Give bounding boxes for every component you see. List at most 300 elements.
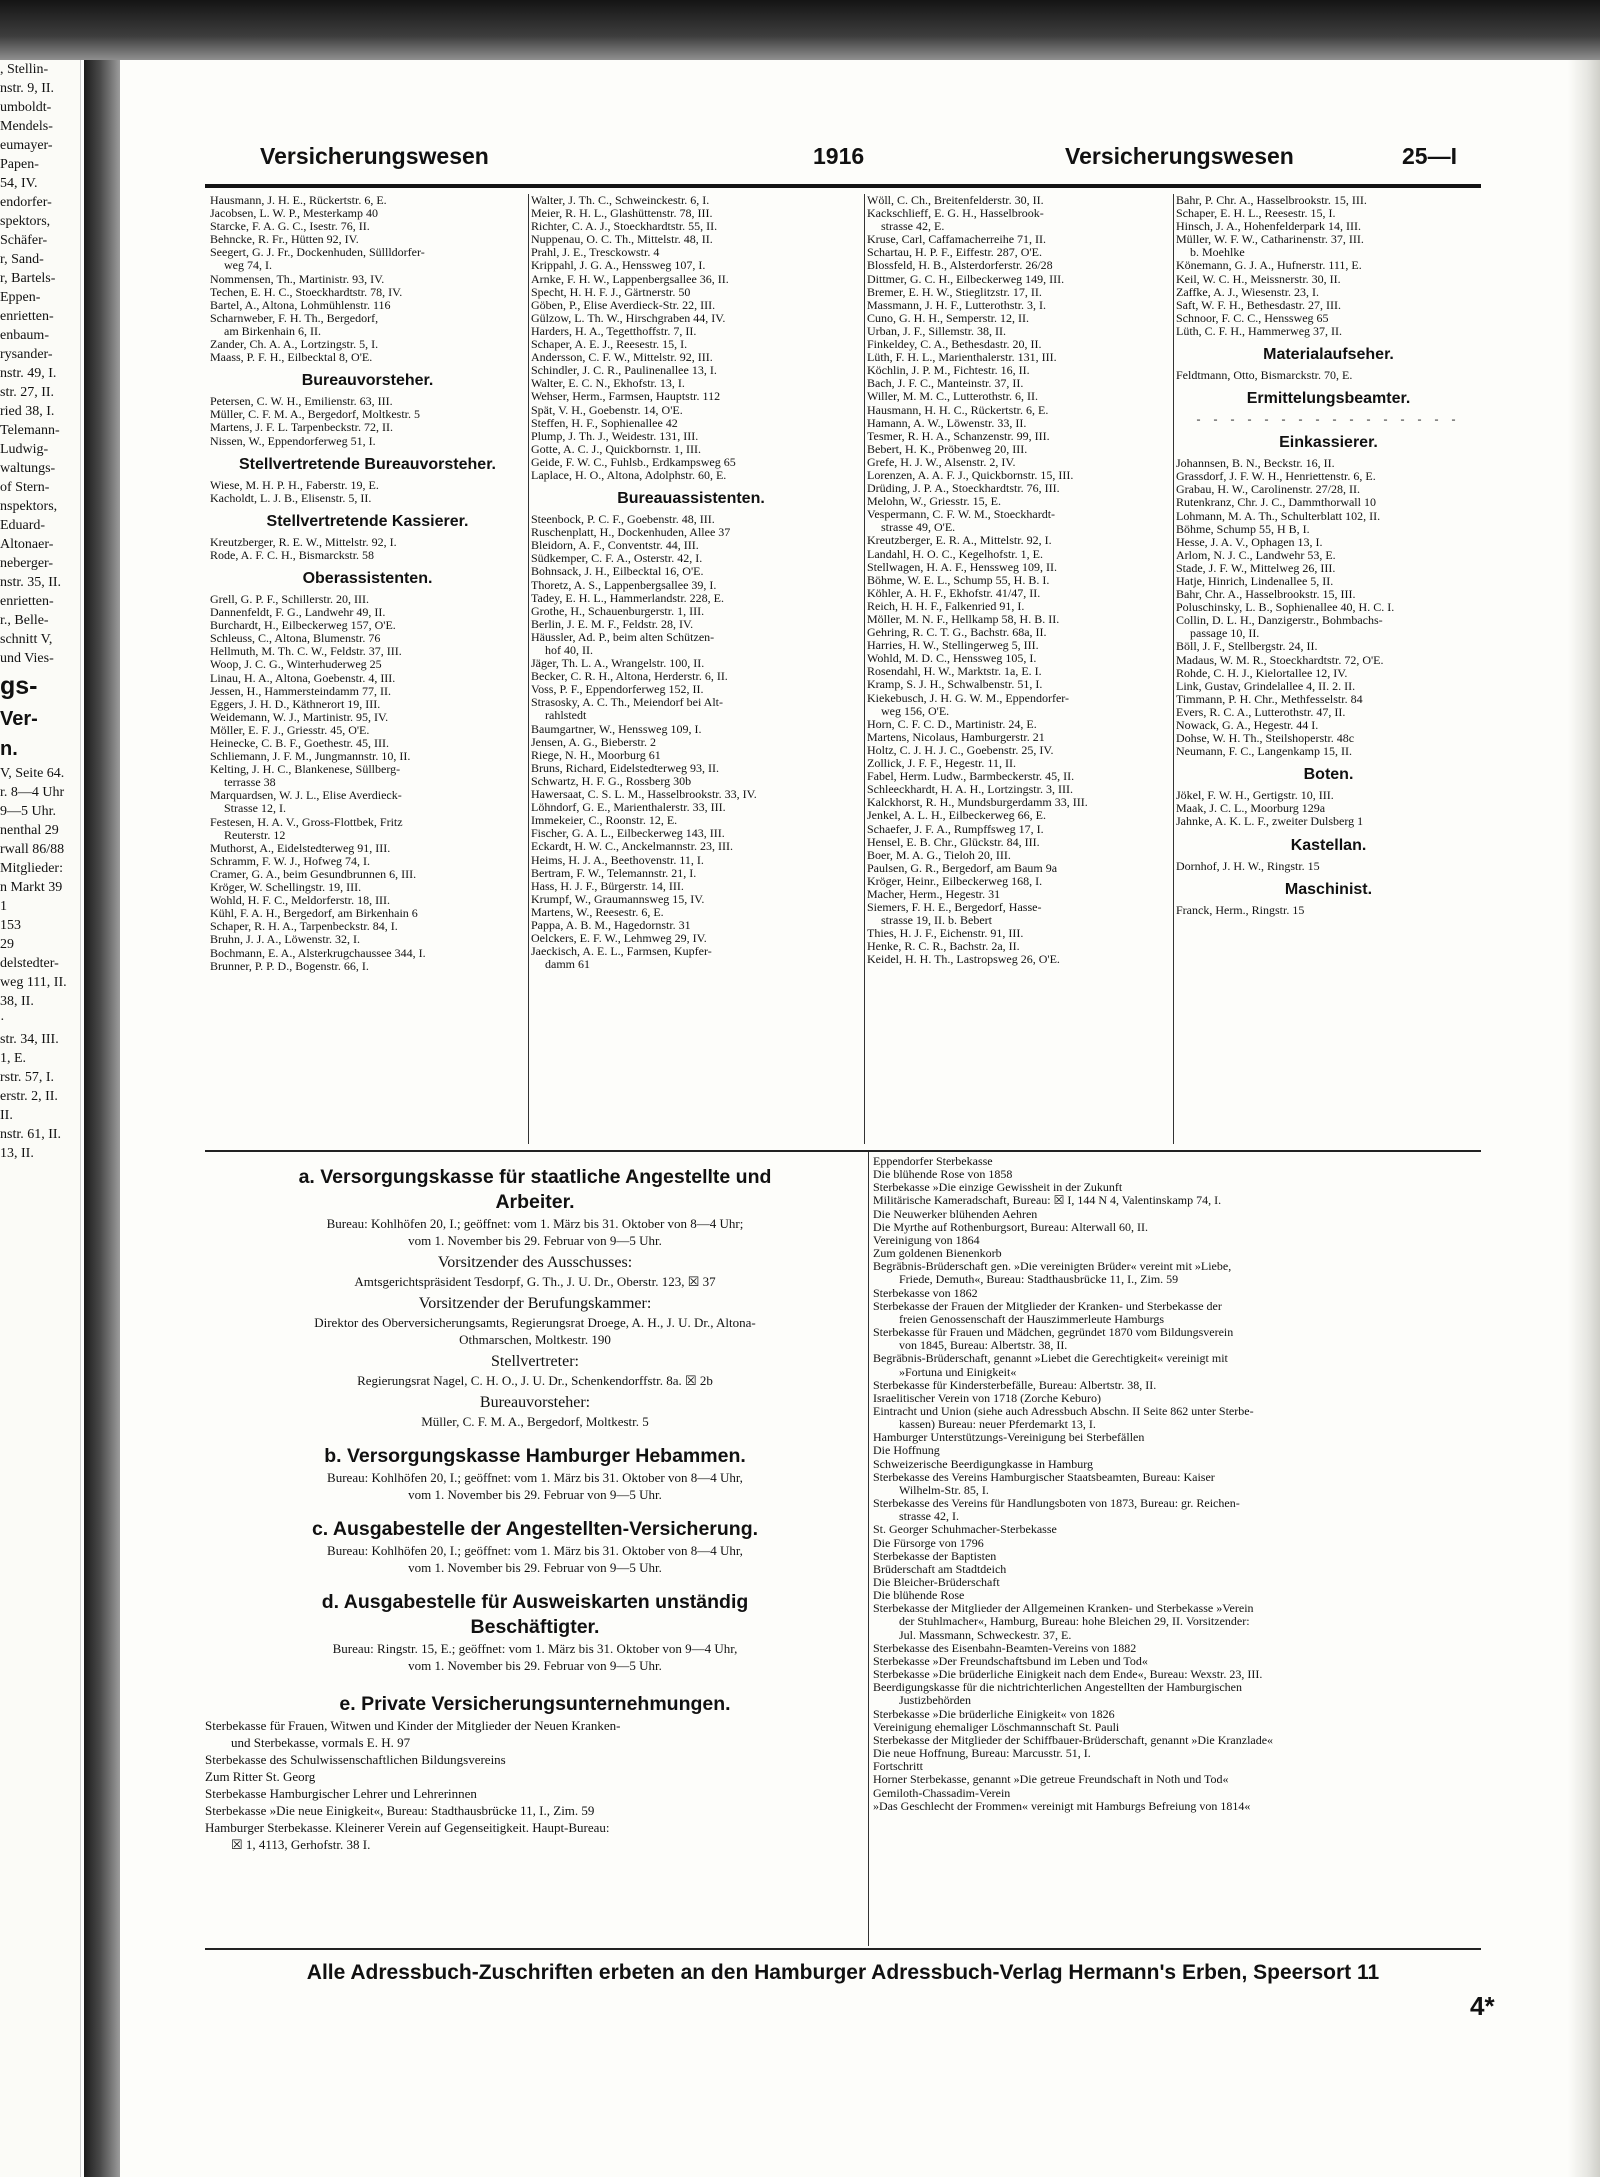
entry-line: Lohmann, M. A. Th., Schulterblatt 102, II.: [1176, 509, 1381, 523]
entry-line: Kelting, J. H. C., Blankenese, Süllberg-: [210, 763, 401, 777]
section-b-bureau-cont: vom 1. November bis 29. Februar von 9—5 Uhr.: [408, 1487, 662, 1502]
entry-line: Keidel, H. H. Th., Lastropsweg 26, O'E.: [867, 953, 1060, 967]
entry-line: Laplace, H. O., Altona, Adolphstr. 60, E.: [531, 468, 727, 482]
edge-fragment: erstr. 2, II.: [0, 1089, 58, 1104]
entry-line: Sterbekasse »Die neue Einigkeit«, Bureau: Stadthausbrücke 11, I., Zim. 59: [205, 1803, 595, 1818]
entry-line: Hellmuth, M. Th. C. W., Feldstr. 37, III.: [210, 645, 402, 659]
entry-line: Die Bleicher-Brüderschaft: [873, 1576, 1000, 1589]
entry-line: Kröger, W. Schellingstr. 19, III.: [210, 881, 362, 895]
entry-continuation: kassen) Bureau: neuer Pferdemarkt 13, I.: [899, 1418, 1096, 1432]
section-heading: Oberassistenten.: [302, 569, 433, 587]
entry-continuation: Reuterstr. 12: [224, 828, 286, 842]
entry-line: Wehser, Herm., Farmsen, Hauptstr. 112: [531, 390, 721, 404]
entry-line: Willer, M. M. C., Lutterothstr. 6, II.: [867, 390, 1039, 404]
entry-line: Kruse, Carl, Caffamacherreihe 71, II.: [867, 233, 1047, 247]
entry-line: Bebert, H. K., Pröbenweg 20, III.: [867, 442, 1028, 456]
section-a-bv-heading: Bureauvorsteher:: [479, 1394, 591, 1411]
edge-fragment: Schäfer-: [0, 233, 48, 248]
edge-fragment: n Markt 39: [0, 880, 63, 895]
entry-line: Jaeckisch, A. E. L., Farmsen, Kupfer-: [531, 945, 712, 959]
section-b-bureau: Bureau: Kohlhöfen 20, I.; geöffnet: vom 1. März bis 31. Oktober von 8—4 Uhr,: [327, 1470, 743, 1485]
entry-line: Specht, H. H. F. J., Gärtnerstr. 50: [531, 285, 691, 299]
entry-line: Rohde, C. H. J., Kielortallee 12, IV.: [1176, 666, 1348, 680]
entry-line: Schnoor, F. C. C., Henssweg 65: [1176, 311, 1329, 325]
entry-line: Harries, H. W., Stellingerweg 5, III.: [867, 639, 1039, 653]
entry-line: Riege, N. H., Moorburg 61: [531, 748, 661, 762]
entry-line: Linau, H. A., Altona, Goebenstr. 4, III.: [210, 671, 396, 685]
section-heading: Bureauvorsteher.: [301, 372, 434, 390]
entry-line: Siemers, F. H. E., Bergedorf, Hasse-: [867, 901, 1042, 915]
section-a-vorsitz-heading: Vorsitzender des Ausschusses:: [437, 1254, 633, 1271]
entry-line: Schramm, F. W. J., Hofweg 74, I.: [210, 854, 371, 868]
edge-fragment: 54, IV.: [0, 176, 38, 191]
entry-line: Sterbekasse des Schulwissenschaftlichen Bildungsvereins: [205, 1752, 506, 1767]
section-a-stell-heading: Stellvertreter:: [491, 1353, 579, 1370]
entry-line: Martens, W., Reesestr. 6, E.: [531, 905, 664, 919]
entry-continuation: von 1845, Bureau: Albertstr. 38, II.: [899, 1339, 1068, 1353]
entry-line: Bochmann, E. A., Alsterkrugchaussee 344, I.: [210, 946, 426, 960]
header-right-title: Versicherungswesen: [1065, 143, 1294, 169]
entry-line: Kiekebusch, J. H. G. W. M., Eppendorfer-: [867, 691, 1070, 705]
entry-line: Lüth, C. F. H., Hammerweg 37, II.: [1176, 324, 1343, 338]
entry-line: Sterbekasse der Mitglieder der Allgemeinen Kranken- und Sterbekasse »Verein: [873, 1602, 1254, 1616]
entry-line: Marquardsen, W. J. L., Elise Averdieck-: [210, 789, 402, 803]
adjacent-page-edge: [0, 60, 81, 2177]
entry-line: Kühl, F. A. H., Bergedorf, am Birkenhain 6: [210, 907, 418, 921]
entry-line: Sterbekasse der Baptisten: [873, 1549, 997, 1563]
entry-continuation: am Birkenhain 6, II.: [224, 324, 321, 338]
entry-line: Sterbekasse der Frauen der Mitglieder der Kranken- und Sterbekasse der: [873, 1299, 1222, 1313]
entry-line: Voss, P. F., Eppendorferweg 152, II.: [531, 683, 704, 697]
edge-fragment: enrietten-: [0, 594, 54, 609]
column-divider: [864, 194, 865, 1144]
entry-line: Krumpf, W., Graumannsweg 15, IV.: [531, 892, 705, 906]
entry-line: Steffen, H. F., Sophienallee 42: [531, 416, 678, 430]
footer-rule: [205, 1948, 1481, 1950]
section-c-bureau: Bureau: Kohlhöfen 20, I.; geöffnet: vom 1. März bis 31. Oktober von 8—4 Uhr,: [327, 1543, 743, 1558]
entry-line: Häussler, Ad. P., beim alten Schützen-: [531, 630, 715, 644]
edge-fragment: , Stellin-: [0, 62, 49, 77]
entry-line: Jenkel, A. L. H., Eilbeckerweg 66, E.: [867, 809, 1046, 823]
edge-fragment: ·: [0, 1013, 5, 1028]
entry-line: Hesse, J. A. V., Ophagen 13, I.: [1176, 535, 1323, 549]
entry-line: Kacholdt, L. J. B., Elisenstr. 5, II.: [210, 491, 372, 505]
section-a-stell: Regierungsrat Nagel, C. H. O., J. U. Dr., Schenkendorffstr. 8a. ☒ 2b: [357, 1373, 713, 1388]
edge-fragment: Altonaer-: [0, 537, 54, 552]
entry-line: Zum goldenen Bienenkorb: [873, 1247, 1002, 1261]
entry-line: Urban, J. F., Sillemstr. 38, II.: [867, 324, 1007, 338]
entry-line: Grabau, H. W., Carolinenstr. 27/28, II.: [1176, 483, 1360, 497]
entry-line: Die Fürsorge von 1796: [873, 1536, 984, 1550]
entry-line: Madaus, W. M. R., Stoeckhardtstr. 72, O'E.: [1176, 653, 1384, 667]
entry-line: Kröger, Heinr., Eilbeckerweg 168, I.: [867, 874, 1043, 888]
signature-mark: 4*: [1470, 1991, 1495, 2021]
column-divider: [1173, 194, 1174, 1144]
entry-continuation: terrasse 38: [224, 776, 276, 790]
entry-line: Paulsen, G. R., Bergedorf, am Baum 9a: [867, 861, 1058, 875]
entry-continuation: der Stuhlmacher«, Hamburg, Bureau: hohe Bleichen 29, II. Vorsitzender:: [899, 1615, 1250, 1629]
entry-line: Grell, G. P. F., Schillerstr. 20, III.: [210, 592, 370, 606]
entry-line: Bartel, A., Altona, Lohmühlenstr. 116: [210, 298, 391, 312]
edge-fragment: 1, E.: [0, 1051, 27, 1066]
edge-fragment: r, Bartels-: [0, 271, 56, 286]
entry-line: Müller, C. F. M. A., Bergedorf, Moltkestr. 5: [210, 408, 420, 422]
edge-fragment: schnitt V,: [0, 632, 53, 647]
edge-fragment: Eppen-: [0, 290, 41, 305]
edge-fragment: waltungs-: [0, 461, 56, 476]
entry-line: Hawersaat, C. S. L. M., Hasselbrookstr. 33, IV.: [531, 788, 757, 802]
section-a-vorsitz: Amtsgerichtspräsident Tesdorpf, G. Th., J. U. Dr., Oberstr. 123, ☒ 37: [354, 1274, 716, 1289]
edge-fragment: 153: [0, 918, 21, 933]
entry-line: Grefe, H. J. W., Alsenstr. 2, IV.: [867, 455, 1016, 469]
entry-line: Böhme, Schump 55, H B, I.: [1176, 522, 1310, 536]
entry-line: Bruhn, J. J. A., Löwenstr. 32, I.: [210, 933, 360, 947]
edge-fragment: str. 27, II.: [0, 385, 55, 400]
entry-line: Hamburger Sterbekasse. Kleinerer Verein auf Gegenseitigkeit. Haupt-Bureau:: [205, 1820, 610, 1835]
entry-line: Die neue Hoffnung, Bureau: Marcusstr. 51, I.: [873, 1747, 1091, 1761]
entry-line: Neumann, F. C., Langenkamp 15, II.: [1176, 745, 1353, 759]
edge-fragment: r., Belle-: [0, 613, 49, 628]
section-e-title: e. Private Versicherungsunternehmungen.: [339, 1693, 731, 1715]
entry-line: Militärische Kameradschaft, Bureau: ☒ I, 144 N 4, Valentinskamp 74, I.: [873, 1194, 1222, 1208]
entry-line: Walter, E. C. N., Ekhofstr. 13, I.: [531, 377, 685, 391]
entry-line: Böll, J. F., Stellbergstr. 24, II.: [1176, 640, 1318, 654]
entry-line: Poluschinsky, L. B., Sophienallee 40, H. C. I.: [1176, 601, 1395, 615]
entry-line: Lüth, F. H. L., Marienthalerstr. 131, III.: [867, 351, 1057, 365]
entry-line: Pappa, A. B. M., Hagedornstr. 31: [531, 918, 691, 932]
entry-line: Collin, D. L. H., Danzigerstr., Bohmbachs-: [1176, 614, 1383, 628]
edge-fragment: rstr. 57, I.: [0, 1070, 55, 1085]
entry-line: Kramp, S. J. H., Schwalbenstr. 51, I.: [867, 678, 1043, 692]
edge-fragment: 9—5 Uhr.: [0, 804, 56, 819]
edge-fragment: Mendels-: [0, 119, 53, 134]
edge-fragment: 29: [0, 937, 14, 952]
entry-line: Kreutzberger, R. E. W., Mittelstr. 92, I.: [210, 535, 397, 549]
entry-line: Brunner, P. P. D., Bogenstr. 66, I.: [210, 959, 369, 973]
entry-line: Maass, P. F. H., Eilbecktal 8, O'E.: [210, 351, 373, 365]
section-a-beruf-heading: Vorsitzender der Berufungskammer:: [418, 1295, 652, 1312]
edge-fragment: weg 111, II.: [0, 975, 67, 990]
entry-line: Köhler, A. H. F., Ekhofstr. 41/47, II.: [867, 586, 1041, 600]
entry-line: Gotte, A. C. J., Quickbornstr. 1, III.: [531, 442, 701, 456]
entry-line: Fabel, Herm. Ludw., Barmbeckerstr. 45, II.: [867, 770, 1075, 784]
entry-line: Sterbekasse des Vereins für Handlungsboten von 1873, Bureau: gr. Reichen-: [873, 1497, 1240, 1511]
entry-line: Saft, W. F. H., Bethesdastr. 27, III.: [1176, 298, 1342, 312]
edge-fragment: gs-: [0, 672, 38, 700]
edge-fragment: umboldt-: [0, 100, 52, 115]
entry-line: Brüderschaft am Stadtdeich: [873, 1562, 1007, 1576]
entry-line: Muthorst, A., Eidelstedterweg 91, III.: [210, 841, 391, 855]
entry-line: Göben, P., Elise Averdieck-Str. 22, III.: [531, 298, 716, 312]
entry-line: Kalckhorst, R. H., Mundsburgerdamm 33, III.: [867, 796, 1088, 810]
edge-fragment: delstedter-: [0, 956, 59, 971]
entry-line: Schliemann, J. F. M., Jungmannstr. 10, II.: [210, 750, 411, 764]
entry-line: Kreutzberger, E. R. A., Mittelstr. 92, I.: [867, 534, 1052, 548]
entry-line: Grothe, H., Schauenburgerstr. 1, III.: [531, 604, 705, 618]
entry-line: Möller, M. N. F., Hellkamp 58, H. B. II.: [867, 613, 1060, 626]
edge-fragment: 1: [0, 899, 7, 914]
edge-fragment: spektors,: [0, 214, 51, 229]
entry-continuation: strasse 42, I.: [899, 1510, 959, 1524]
entry-line: Jessen, H., Hammersteindamm 77, II.: [210, 684, 391, 698]
edge-fragment: endorfer-: [0, 195, 52, 210]
entry-line: Cuno, G. H. H., Semperstr. 12, II.: [867, 311, 1029, 325]
entry-line: Krippahl, J. G. A., Henssweg 107, I.: [531, 259, 706, 273]
lower-column-divider: [868, 1152, 869, 1946]
entry-line: Johannsen, B. N., Beckstr. 16, II.: [1176, 457, 1335, 471]
entry-line: Sterbekasse des Vereins Hamburgischer Staatsbeamten, Bureau: Kaiser: [873, 1470, 1215, 1484]
edge-fragment: enrietten-: [0, 309, 54, 324]
entry-line: Die blühende Rose: [873, 1589, 965, 1603]
edge-fragment: ried 38, I.: [0, 404, 55, 419]
entry-line: Fischer, G. A. L., Eilbeckerweg 143, III.: [531, 827, 725, 841]
entry-line: Holtz, C. J. H. J. C., Goebenstr. 25, IV.: [867, 743, 1054, 757]
entry-line: Bohnsack, J. H., Eilbecktal 16, O'E.: [531, 565, 704, 579]
entry-continuation: Friede, Demuth«, Bureau: Stadthausbrücke 11, I., Zim. 59: [899, 1273, 1179, 1287]
entry-line: Sterbekasse für Frauen, Witwen und Kinder der Mitglieder der Neuen Kranken-: [205, 1718, 621, 1733]
entry-continuation: Justizbehörden: [899, 1694, 971, 1708]
entry-line: Melohn, W., Griesstr. 15, E.: [867, 495, 1001, 509]
entry-line: Eppendorfer Sterbekasse: [873, 1155, 993, 1168]
entry-line: Zaffke, A. J., Wiesenstr. 23, I.: [1176, 285, 1320, 299]
section-c-bureau-cont: vom 1. November bis 29. Februar von 9—5 Uhr.: [408, 1560, 662, 1575]
section-a-beruf-cont: Othmarschen, Moltkestr. 190: [459, 1332, 611, 1347]
entry-line: Schindler, J. C. R., Paulinenallee 13, I.: [531, 364, 717, 378]
edge-fragment: 13, II.: [0, 1146, 34, 1161]
entry-line: Stade, J. F. W., Mittelweg 26, III.: [1176, 561, 1336, 575]
section-e-list: [205, 1717, 865, 1853]
entry-line: Die Neuwerker blühenden Aehren: [873, 1207, 1038, 1221]
entry-line: Könemann, G. J. A., Hufnerstr. 111, E.: [1176, 259, 1362, 273]
entry-line: Cramer, G. A., beim Gesundbrunnen 6, III.: [210, 867, 417, 881]
entry-continuation: rahlstedt: [545, 709, 587, 723]
entry-line: Arlom, N. J. C., Landwehr 53, E.: [1176, 548, 1336, 562]
entry-line: Scharnweber, F. H. Th., Bergedorf,: [210, 311, 379, 325]
entry-line: Wohld, M. D. C., Henssweg 105, I.: [867, 652, 1037, 666]
entry-line: Kackschlieff, E. G. H., Hasselbrook-: [867, 207, 1044, 221]
entry-line: Gülzow, L. Th. W., Hirschgraben 44, IV.: [531, 311, 726, 325]
entry-line: Grassdorf, J. F. W. H., Henriettenstr. 6, E.: [1176, 470, 1376, 484]
entry-continuation: und Sterbekasse, vormals E. H. 97: [231, 1735, 411, 1750]
edge-fragment: II.: [0, 1108, 13, 1123]
entry-line: Thoretz, A. S., Lappenbergsallee 39, I.: [531, 578, 717, 592]
entry-line: Maak, J. C. L., Moorburg 129a: [1176, 802, 1326, 816]
header-year: 1916: [813, 143, 865, 169]
entry-line: Müller, W. F. W., Catharinenstr. 37, III.: [1176, 233, 1364, 247]
section-heading: Maschinist.: [1284, 880, 1373, 898]
entry-line: Jäger, Th. L. A., Wrangelstr. 100, II.: [531, 657, 705, 671]
column-1: [210, 194, 525, 1144]
entry-line: Hamburger Unterstützungs-Vereinigung bei Sterbefällen: [873, 1431, 1145, 1445]
entry-line: Landahl, H. O. C., Kegelhofstr. 1, E.: [867, 547, 1043, 561]
entry-continuation: strasse 49, O'E.: [881, 521, 956, 535]
entry-line: Rode, A. F. C. H., Bismarckstr. 58: [210, 548, 375, 562]
entry-line: Lorenzen, A. A. F. J., Quickbornstr. 15, III.: [867, 468, 1074, 482]
section-a-beruf: Direktor des Oberversicherungsamts, Regierungsrat Droege, A. H., J. U. Dr., Altona-: [314, 1315, 756, 1330]
entry-line: Keil, W. C. H., Meissnerstr. 30, II.: [1176, 272, 1341, 286]
entry-line: Bach, J. F. C., Manteinstr. 37, II.: [867, 377, 1024, 391]
entry-line: Burchardt, H., Eilbeckerweg 157, O'E.: [210, 619, 396, 633]
entry-line: Andersson, C. F. W., Mittelstr. 92, III.: [531, 351, 713, 365]
entry-continuation: Jul. Massmann, Schweckestr. 37, E.: [899, 1628, 1072, 1642]
section-a-bv: Müller, C. F. M. A., Bergedorf, Moltkestr. 5: [421, 1414, 649, 1429]
edge-fragment: nstr. 61, II.: [0, 1127, 62, 1142]
publisher-footer: Alle Adressbuch-Zuschriften erbeten an den Hamburger Adressbuch-Verlag Hermann's Erben, Speersort 11: [306, 1961, 1380, 1984]
dashed-placeholder: - - - - - - - - - - - - - - - -: [1196, 413, 1461, 427]
entry-line: Martens, J. F. L. Tarpenbeckstr. 72, II.: [210, 421, 393, 435]
entry-line: Link, Gustav, Grindelallee 4, II. 2. II.: [1176, 679, 1356, 693]
entry-line: Prahl, J. E., Tresckowstr. 4: [531, 246, 660, 260]
entry-line: Schaper, R. H. A., Tarpenbeckstr. 84, I.: [210, 920, 398, 934]
entry-line: Seegert, G. J. Fr., Dockenhuden, Süllldorfer-: [210, 246, 425, 260]
entry-line: Rutenkranz, Chr. J. C., Dammthorwall 10: [1176, 496, 1376, 510]
entry-line: Sterbekasse der Mitglieder der Schiffbauer-Brüderschaft, genannt »Die Kranzlade«: [873, 1733, 1274, 1747]
entry-line: Sterbekasse von 1862: [873, 1286, 978, 1300]
section-d-title-cont: Beschäftigter.: [470, 1616, 600, 1638]
entry-line: Vereinigung von 1864: [873, 1233, 980, 1247]
section-b-title: b. Versorgungskasse Hamburger Hebammen.: [324, 1445, 746, 1467]
entry-line: Schleeckhardt, H. A. H., Lortzingstr. 3, III.: [867, 783, 1073, 797]
edge-fragment: 38, II.: [0, 994, 34, 1009]
edge-fragment: Eduard-: [0, 518, 46, 533]
entry-line: Immekeier, C., Roonstr. 12, E.: [531, 814, 678, 828]
entry-line: Dannenfeldt, F. G., Landwehr 49, II.: [210, 606, 386, 620]
entry-line: Geide, F. W. C., Fuhlsb., Erdkampsweg 65: [531, 455, 736, 469]
entry-line: Gemiloth-Chassadim-Verein: [873, 1786, 1011, 1800]
entry-line: Wohld, H. F. C., Meldorferstr. 18, III.: [210, 894, 391, 908]
entry-line: Bahr, P. Chr. A., Hasselbrookstr. 15, III.: [1176, 194, 1367, 207]
entry-line: Walter, J. Th. C., Schweinckestr. 6, I.: [531, 194, 710, 207]
entry-line: Bleidorn, A. F., Conventstr. 44, III.: [531, 539, 699, 553]
entry-line: Schaper, E. H. L., Reesestr. 15, I.: [1176, 207, 1336, 221]
entry-line: Die blühende Rose von 1858: [873, 1168, 1013, 1182]
entry-line: »Das Geschlecht der Frommen« vereinigt mit Hamburgs Befreiung von 1814«: [873, 1799, 1251, 1813]
scan-border-top: [0, 0, 1600, 60]
entry-line: Techen, E. H. C., Stoeckhardtstr. 78, IV.: [210, 285, 403, 299]
edge-fragment: r, Sand-: [0, 252, 44, 267]
edge-fragment: und Vies-: [0, 651, 54, 666]
section-c-title: c. Ausgabestelle der Angestellten-Versicherung.: [311, 1518, 759, 1540]
entry-line: Schaper, A. E. J., Reesestr. 15, I.: [531, 338, 688, 352]
entry-line: Nuppenau, O. C. Th., Mittelstr. 48, II.: [531, 233, 713, 247]
entry-line: Nissen, W., Eppendorferweg 51, I.: [210, 434, 376, 448]
entry-line: Heims, H. J. A., Beethovenstr. 11, I.: [531, 853, 704, 867]
edge-fragment: nstr. 9, II.: [0, 81, 55, 96]
entry-line: Harders, H. A., Tegetthoffstr. 7, II.: [531, 324, 697, 338]
entry-line: Sterbekasse für Kindersterbefälle, Bureau: Albertstr. 38, II.: [873, 1378, 1157, 1392]
section-heading: Kastellan.: [1290, 836, 1367, 854]
section-heading: Materialaufseher.: [1263, 346, 1394, 364]
entry-line: Ruschenplatt, H., Dockenhuden, Allee 37: [531, 526, 731, 540]
edge-fragment: rwall 86/88: [0, 842, 65, 857]
entry-continuation: Wilhelm-Str. 85, I.: [899, 1483, 989, 1497]
entry-line: Finkeldey, C. A., Bethesdastr. 20, II.: [867, 338, 1042, 352]
entry-line: Martens, Nicolaus, Hamburgerstr. 21: [867, 730, 1045, 744]
entry-line: Sterbekasse »Die einzige Gewissheit in der Zukunft: [873, 1181, 1123, 1195]
entry-line: Sterbekasse Hamburgischer Lehrer und Lehrerinnen: [205, 1786, 477, 1801]
entry-line: Sterbekasse für Frauen und Mädchen, gegründet 1870 vom Bildungsverein: [873, 1326, 1234, 1340]
column-3: [867, 194, 1175, 1144]
versorgungskasse-section: [205, 1155, 865, 1945]
entry-line: Woop, J. C. G., Winterhuderweg 25: [210, 658, 382, 672]
section-rule: [205, 1150, 1481, 1152]
entry-line: Hausmann, H. H. C., Rückertstr. 6, E.: [867, 403, 1049, 417]
entry-line: Meier, R. H. L., Glashüttenstr. 78, III.: [531, 207, 713, 221]
running-header: [205, 143, 1481, 175]
entry-line: Hatje, Hinrich, Lindenallee 5, II.: [1176, 574, 1334, 588]
entry-line: Hensel, E. B. Chr., Glückstr. 84, III.: [867, 835, 1040, 849]
entry-line: Massmann, J. H. F., Lutterothstr. 3, I.: [867, 298, 1047, 312]
entry-line: Petersen, C. W. H., Emilienstr. 63, III.: [210, 395, 393, 409]
entry-line: Die Myrthe auf Rothenburgsort, Bureau: Alterwall 60, II.: [873, 1220, 1149, 1234]
section-heading: Ermittelungsbeamter.: [1246, 390, 1411, 408]
entry-line: Nommensen, Th., Martinistr. 93, IV.: [210, 272, 385, 286]
entry-line: Eintracht und Union (siehe auch Adressbuch Abschn. II Seite 862 unter Sterbe-: [873, 1404, 1254, 1418]
edge-fragment: rysander-: [0, 347, 53, 362]
section-d-bureau-cont: vom 1. November bis 29. Februar von 9—5 Uhr.: [408, 1658, 662, 1673]
entry-line: Vereinigung ehemaliger Löschmannschaft St. Pauli: [873, 1720, 1120, 1734]
edge-fragment: Mitglieder:: [0, 861, 63, 876]
edge-fragment: V, Seite 64.: [0, 766, 65, 781]
entry-continuation: hof 40, II.: [545, 644, 593, 657]
entry-line: Steenbock, P. C. F., Goebenstr. 48, III.: [531, 513, 715, 527]
entry-line: Jahnke, A. K. L. F., zweiter Dulsberg 1: [1176, 815, 1364, 829]
entry-continuation: weg 156, O'E.: [881, 704, 950, 718]
edge-fragment: nstr. 49, I.: [0, 366, 57, 381]
edge-fragment: nspektors,: [0, 499, 58, 514]
entry-line: Dornhof, J. H. W., Ringstr. 15: [1176, 859, 1320, 873]
sterbekassen-list: [873, 1155, 1481, 1945]
section-a-title: a. Versorgungskasse für staatliche Angestellte und: [298, 1166, 772, 1188]
entry-line: Jacobsen, L. W. P., Mesterkamp 40: [210, 207, 378, 221]
entry-continuation: passage 10, II.: [1190, 627, 1260, 641]
entry-line: Dittmer, G. C. H., Eilbeckerweg 149, III.: [867, 272, 1065, 286]
entry-line: Wöll, C. Ch., Breitenfelderstr. 30, II.: [867, 194, 1044, 207]
entry-line: Jökel, F. W. H., Gertigstr. 10, III.: [1176, 789, 1334, 803]
entry-line: Rosendahl, H. W., Marktstr. 1a, E. I.: [867, 665, 1042, 679]
section-a-bureau: Bureau: Kohlhöfen 20, I.; geöffnet: vom 1. März bis 31. Oktober von 8—4 Uhr;: [326, 1216, 744, 1231]
section-heading: Boten.: [1303, 766, 1354, 784]
entry-line: Eggers, J. H. D., Käthnerort 19, III.: [210, 697, 381, 711]
entry-line: Reich, H. H. F., Falkenried 91, I.: [867, 599, 1025, 613]
entry-continuation: strasse 19, II. b. Bebert: [881, 914, 992, 928]
entry-line: Hinsch, J. A., Hohenfelderpark 14, III.: [1176, 220, 1361, 234]
entry-line: Wiese, M. H. P. H., Faberstr. 19, E.: [210, 478, 379, 492]
column-2: [531, 194, 851, 1144]
entry-line: Schartau, H. P. F., Eiffestr. 287, O'E.: [867, 246, 1042, 260]
section-a-bureau-cont: vom 1. November bis 29. Februar von 9—5 Uhr.: [408, 1233, 662, 1248]
entry-line: Tesmer, R. H. A., Schanzenstr. 99, III.: [867, 429, 1050, 443]
entry-line: Zollick, J. F. F., Hegestr. 11, II.: [867, 757, 1016, 771]
entry-line: Begräbnis-Brüderschaft, genannt »Liebet die Gerechtigkeit« vereinigt mit: [873, 1352, 1228, 1366]
page-number: 25—I: [1402, 143, 1457, 169]
entry-line: Sterbekasse »Der Freundschaftsbund im Leben und Tod«: [873, 1654, 1148, 1668]
entry-line: Blossfeld, H. B., Alsterdorferstr. 26/28: [867, 259, 1053, 273]
entry-line: Köchlin, J. P. M., Fichtestr. 16, II.: [867, 364, 1030, 378]
entry-line: Schleuss, C., Altona, Blumenstr. 76: [210, 632, 381, 646]
entry-line: Tadey, E. H. L., Hammerlandstr. 228, E.: [531, 591, 725, 605]
entry-line: Berlin, J. E. M. F., Feldstr. 28, IV.: [531, 617, 694, 631]
entry-continuation: damm 61: [545, 958, 590, 972]
entry-continuation: ☒ 1, 4113, Gerhofstr. 38 I.: [231, 1837, 371, 1852]
entry-line: Vespermann, C. F. W. M., Stoeckhardt-: [867, 508, 1056, 522]
entry-line: Spät, V. H., Goebenstr. 14, O'E.: [531, 403, 683, 417]
header-left-title: Versicherungswesen: [260, 143, 489, 169]
entry-line: Die Hoffnung: [873, 1444, 940, 1458]
entry-line: Südkemper, C. F. A., Osterstr. 42, I.: [531, 552, 703, 566]
entry-line: St. Georger Schuhmacher-Sterbekasse: [873, 1523, 1057, 1537]
entry-line: Begräbnis-Brüderschaft gen. »Die vereinigten Brüder« vereint mit »Liebe,: [873, 1260, 1232, 1274]
